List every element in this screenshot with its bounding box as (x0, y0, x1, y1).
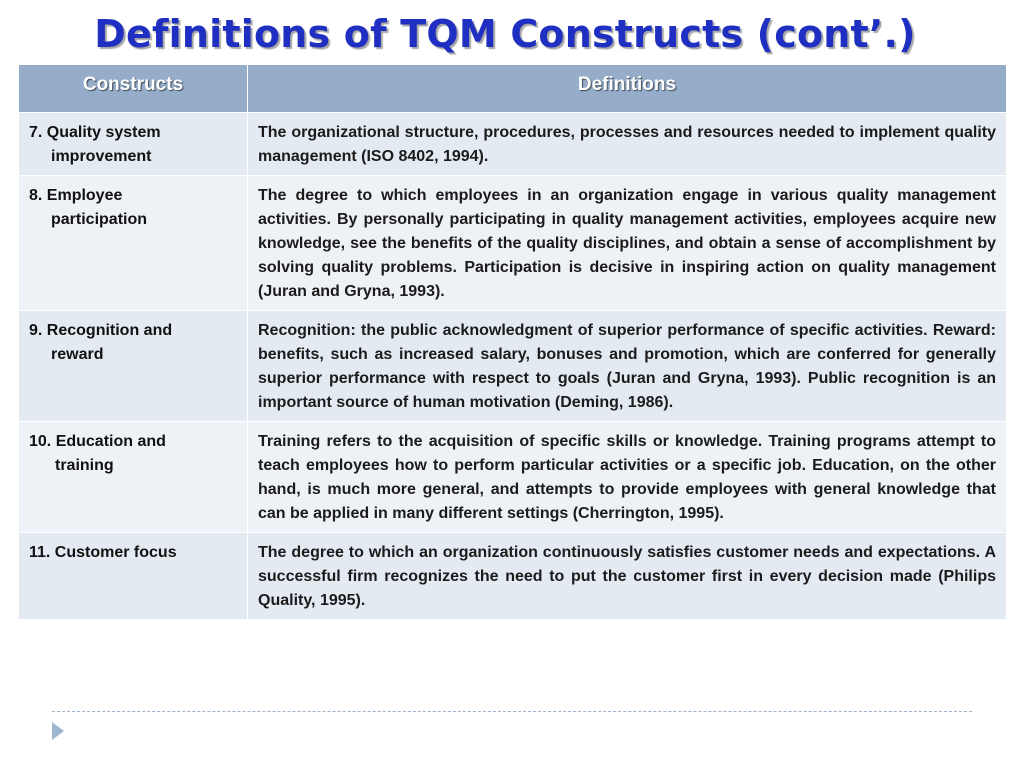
table-row (19, 422, 1007, 533)
header-constructs: Constructs (19, 65, 248, 113)
construct-name: 10. Education and (29, 433, 166, 450)
table-header-row (19, 65, 1007, 113)
construct-name-continued: training (55, 457, 114, 474)
table-row (19, 533, 1007, 620)
slide-title: Definitions of TQM Constructs (cont’.) (94, 12, 916, 56)
definition-cell: The degree to which an organization continuously satisfies customer needs and expectations. A successful firm recognizes the need to put the customer first in every decision made (Philips Quality, 1995). (248, 533, 1007, 620)
table-row (19, 176, 1007, 311)
definitions-table (18, 64, 1007, 620)
construct-name: 11. Customer focus (29, 544, 177, 561)
construct-name: 9. Recognition and (29, 322, 173, 339)
construct-cell (19, 176, 248, 311)
definition-cell: Training refers to the acquisition of specific skills or knowledge. Training programs attempt to teach employees how to perform particular activities or a specific job. Education, on the other hand, is much more general, and attempts to provide employees with general knowledge that can be applied in many different settings (Cherrington, 1995). (248, 422, 1007, 533)
construct-cell (19, 311, 248, 422)
triangle-right-icon (52, 722, 64, 740)
construct-name-continued: improvement (51, 148, 152, 165)
header-definitions: Definitions (248, 65, 1007, 113)
table-row (19, 311, 1007, 422)
construct-name-continued: reward (51, 346, 104, 363)
definition-cell: Recognition: the public acknowledgment of superior performance of specific activities. Reward: benefits, such as increased salary, bonuses and promotion, which are conferred for generally superior performance with respect to goals (Juran and Gryna, 1993). Public recognition is an important source of human motivation (Deming, 1986). (248, 311, 1007, 422)
footer-divider (52, 711, 972, 712)
construct-name: 8. Employee (29, 187, 123, 204)
construct-name-continued: participation (51, 211, 148, 228)
construct-cell (19, 422, 248, 533)
construct-name: 7. Quality system (29, 124, 161, 141)
definition-cell: The organizational structure, procedures, processes and resources needed to implement quality management (ISO 8402, 1994). (248, 113, 1007, 176)
definition-cell: The degree to which employees in an organization engage in various quality management activities. By personally participating in quality management activities, employees acquire new knowledge, see the benefits of the quality disciplines, and obtain a sense of accomplishment by solving quality problems. Participation is decisive in inspiring action on quality management (Juran and Gryna, 1993). (248, 176, 1007, 311)
construct-cell (19, 113, 248, 176)
construct-cell (19, 533, 248, 620)
table-row (19, 113, 1007, 176)
